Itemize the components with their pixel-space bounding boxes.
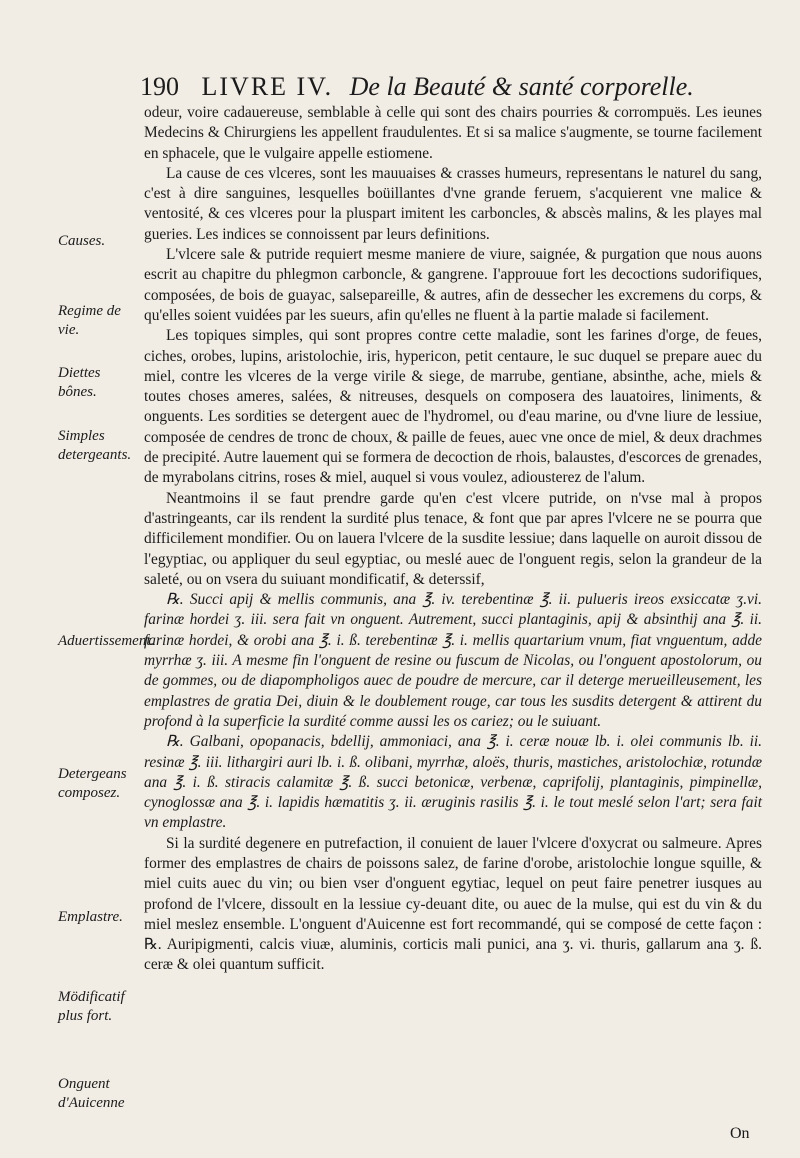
- recipe-paragraph: ℞. Galbani, opopanacis, bdellij, ammoniaci, ana ℥. i. ceræ nouæ lb. i. olei communis lb. ii. resinæ ℥. iii. lithargiri auri lb. i. ß. olibani, myrrhæ, aloës, thuris, mastiches, aristolochiæ, rotundæ ana ℥. i. ß. stiracis calamitæ ℥. ß. succi betonicæ, verbenæ, caprifolij, plantaginis, pimpinellæ, cynoglossæ ana ℥. i. lapidis hæmatitis ʒ. ii. æruginis rasilis ℥. i. le tout meslé selon l'art; sera fait vn emplastre.: [144, 733, 762, 832]
- body-text: [144, 103, 762, 976]
- paragraph: Neantmoins il se faut prendre garde qu'en c'est vlcere putride, on n'vse mal à propos d'astringeants, car ils rendent la surdité plus tenace, & font que par apres l'vlcere ne se pourra que difficilement mondifier. Ou on lauera l'vlcere de la susdite lessiue; dans laquelle on auroit dissou de l'egyptiac, ou appliquer du seul egyptiac, ou meslé auec de l'onguent regis, selon la grandeur de la saleté, ou on vsera du suiuant mondificatif, & deterssif,: [144, 489, 762, 588]
- page-number: 190: [140, 72, 179, 101]
- recipe-paragraph: ℞. Succi apij & mellis communis, ana ℥. iv. terebentinæ ℥. ii. pulueris ireos exsiccatæ ʒ.vi. farinæ hordei ʒ. iii. sera fait vn onguent. Autrement, succi plantaginis, apij & absinthij ana ℥. ii. farinæ hordei, & orobi ana ℥. i. ß. terebentinæ ℥. i. mellis quartarium vnum, fiat vnguentum, adde myrrhæ ʒ. iii. A mesme fin l'onguent de resine ou fuscum de Nicolas, ou l'onguent apostolorum, ou de gommes, ou de diapompholigos auec de poudre de mercure, car il deterge merueilleusement, les emplastres de gratia Dei, diuin & le doublement rouge, car tous les susdits detergent & attirent du profond à la superficie la surdité comme aussi les os cariez; ou le suiuant.: [144, 591, 762, 730]
- paragraph: Les topiques simples, qui sont propres contre cette maladie, sont les farines d'orge, de feues, ciches, orobes, lupins, aristolochie, iris, hypericon, petit centaure, le suc duquel se prepare auec du miel, contre les vlceres de la verge virile & siege, de marrube, gentiane, absinthe, ache, miels & toutes choses ameres, salées, & nitreuses, desquels on composera des lauatoires, liniments, & onguents. Les sordities se detergent auec de l'hydromel, ou d'eau marine, ou d'vne liure de lessiue, composée de cendres de tronc de choux, & paille de feues, auec vne once de miel, & deux drachmes de precipité. Autre lauement qui se formera de decoction de rhois, balaustes, d'escorces de grenades, de myrabolans citrins, roses & miel, auquel si vous voulez, adiousterez de l'alum.: [144, 327, 762, 487]
- margin-note: Causes.: [58, 233, 106, 249]
- running-title: De la Beauté & santé corporelle.: [349, 72, 694, 101]
- margin-note: Detergeans composez.: [58, 766, 127, 801]
- margin-note: Regime de vie.: [58, 303, 121, 338]
- paragraph: La cause de ces vlceres, sont les mauuaises & crasses humeurs, representans le naturel du sang, c'est à dire sanguines, lesquelles boüillantes d'vne grande feruem, s'acquierent vne malice & ventosité, & ces vlceres pour la pluspart imitent les carboncles, & abscès malins, & les playes mal gueries. Les indices se connoissent par leurs definitions.: [144, 164, 762, 243]
- running-header: [140, 72, 780, 106]
- margin-note: Onguent d'Auicenne: [58, 1076, 125, 1111]
- catchword: On: [730, 1125, 750, 1142]
- margin-note: Aduertissement.: [58, 633, 155, 649]
- margin-note: Diettes bônes.: [58, 365, 101, 400]
- margin-note: Emplastre.: [58, 909, 123, 925]
- paragraph: L'vlcere sale & putride requiert mesme maniere de viure, saignée, & purgation que nous auons escrit au chapitre du phlegmon carboncle, & gangrene. I'approuue fort les decoctions sudorifiques, composées, de bois de guayac, salsepareille, & autres, afin de dessecher les excremens du corps, & qu'elles soient vuidées par les sueurs, afin qu'elles ne fluent à la partie malade si facilement.: [144, 246, 762, 324]
- book-label: LIVRE IV.: [201, 72, 334, 101]
- paragraph: odeur, voire cadauereuse, semblable à celle qui sont des chairs pourries & corrompuës. Les ieunes Medecins & Chirurgiens les appellent fraudulentes. Et si sa malice s'augmente, se tourne facilement en sphacele, que le vulgaire appelle estiomene.: [144, 104, 762, 162]
- margin-note: Mödificatif plus fort.: [58, 989, 125, 1024]
- paragraph: Si la surdité degenere en putrefaction, il conuient de lauer l'vlcere d'oxycrat ou salmeure. Apres former des emplastres de chairs de poissons salez, de farine d'orobe, aristolochie longue squille, & miel cuits auec du vin; ou bien vser d'onguent egytiac, lequel on peut faire penetrer iusques au profond de l'vlcere, dissoult en la lessiue cy-deuant dite, ou auec de la mulse, qui est du vin & du miel meslez ensemble. L'onguent d'Auicenne est fort recommandé, qui se composé de cette façon : ℞. Auripigmenti, calcis viuæ, aluminis, corticis mali punici, ana ʒ. vi. thuris, gallarum ana ʒ. ß. ceræ & olei quantum sufficit.: [144, 834, 762, 974]
- margin-note: Simples detergeants.: [58, 428, 132, 463]
